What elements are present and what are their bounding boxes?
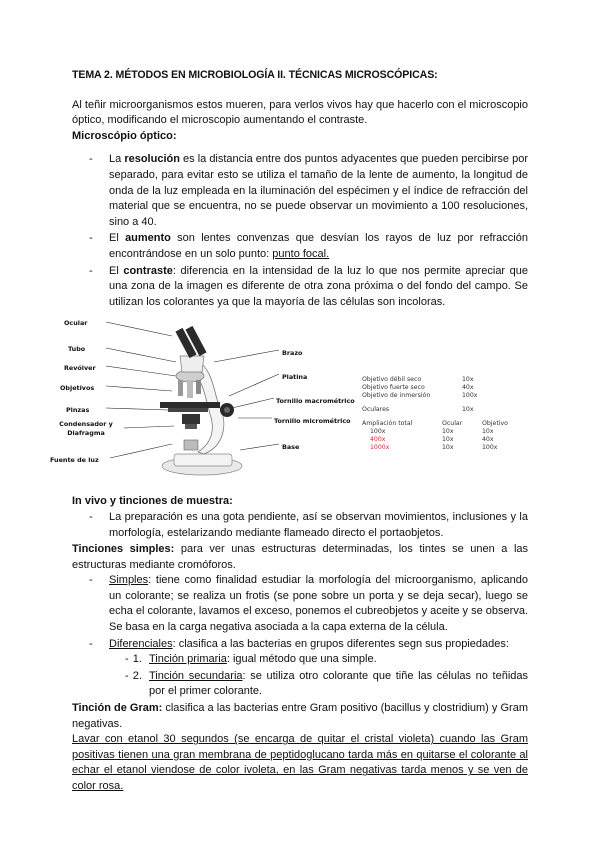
table-row: 100x 10x 10x xyxy=(370,428,494,436)
label-revolver: Revólver xyxy=(64,364,96,373)
table-row: Objetivo fuerte seco 40x xyxy=(362,384,474,392)
list-item: - Diferenciales: clasifica a las bacterias en grupos diferentes segn sus propiedades: - 1. Tinción primaria: igual método que una simple. - 2. Tinción secundaria: se utiliza otro colorante que tiñe las células no teñidas por el primer colorante. xyxy=(109,637,528,700)
page-title: TEMA 2. MÉTODOS EN MICROBIOLOGÍA II. TÉCNICAS MICROSCÓPICAS: xyxy=(72,69,438,81)
label-objetivos: Objetivos xyxy=(60,384,95,393)
table-row: 1000x 10x 100x xyxy=(370,444,498,452)
differential-sublist xyxy=(109,652,528,700)
table-header-row: Ampliación total Ocular Objetivo xyxy=(362,420,508,428)
label-platina: Platina xyxy=(282,373,308,382)
magnification-table xyxy=(362,376,508,452)
label-ocular: Ocular xyxy=(64,319,88,328)
label-pinzas: Pinzas xyxy=(66,406,90,415)
gram-paragraph: Tinción de Gram: clasifica a las bacterias entre Gram positivo (bacillus y clostridium) y Gram negativas. xyxy=(72,702,528,730)
optical-heading: Microscópio óptico: xyxy=(72,129,177,142)
list-item: - La preparación es una gota pendiente, así se observan movimientos, inclusiones y la morfología, estelarizando mediante flameado directo el portaobjetos. xyxy=(109,510,528,541)
list-item: - 2. Tinción secundaria: se utiliza otro colorante que tiñe las células no teñidas por el primer colorante. xyxy=(145,669,528,700)
microscope-figure xyxy=(50,316,528,486)
optical-list xyxy=(72,152,528,310)
list-item: - La resolución es la distancia entre dos puntos adyacentes que pueden percibirse por separado, para evitar esto se utiliza el tamaño de la lente de aumento, la longitud de onda de la luz empleada en la iluminación del espécimen y el índice de refracción del material que se encuentra, no se puede observar un movimiento a 100 resoluciones, sino a 40. xyxy=(109,152,528,230)
table-row: Objetivo débil seco 10x xyxy=(362,376,474,384)
list-item: - Simples: tiene como finalidad estudiar la morfología del microorganismo, aplicando un colorante; se realiza un frotis (se pone sobre un porta y se deja secar), luego se echa el colorante, lavamos el exceso, ponemos el cubreobjetos y aceite y se observa. Se basa en la carga negativa asociada a la capa externa de la célula. xyxy=(109,573,528,635)
table-row: Objetivo de inmersión 100x xyxy=(362,392,478,400)
table-row: Oculares 10x xyxy=(362,406,474,414)
simple-list xyxy=(72,573,528,700)
label-condensador: Condensador y Diafragma xyxy=(59,420,113,438)
list-item: - El contraste: diferencia en la intensidad de la luz lo que nos permite apreciar que una zona de la imagen es diferente de otra zona próxima o del fondo del campo. Se utilizan los colorantes ya que la mayoría de las células son incoloras. xyxy=(109,264,528,311)
list-item: - El aumento son lentes convenzas que desvían los rayos de luz por refracción encontrándose en un solo punto: punto focal. xyxy=(109,231,528,262)
gram-note: Lavar con etanol 30 segundos (se encarga de quitar el cristal violeta) cuando las Gram positivas tienen una gran membrana de peptidoglucano tarda más en quitarse el colorante al echar el etanol viendose de color ivoleta, en las Gram negativas tarda menos y se ven de color rosa. xyxy=(72,733,528,792)
invivo-heading: In vivo y tinciones de muestra: xyxy=(72,495,233,508)
document-page xyxy=(50,68,529,795)
simple-paragraph: Tinciones simples: para ver unas estructuras determinadas, los tintes se unen a las estructuras mediante cromóforos. xyxy=(72,543,529,571)
label-tubo: Tubo xyxy=(68,345,86,354)
label-macrometrico: Tornillo macrométrico xyxy=(276,397,355,406)
label-base: Base xyxy=(282,443,300,452)
label-brazo: Brazo xyxy=(282,349,303,358)
label-micrometrico: Tornillo micrométrico xyxy=(274,417,351,426)
intro-paragraph: Al teñir microorganismos estos mueren, para verlos vivos hay que hacerlo con el microscopio óptico, modificando el microscopio aumentando el contraste. xyxy=(72,98,528,127)
label-fuente-luz: Fuente de luz xyxy=(50,456,99,465)
table-row: 400x 10x 40x xyxy=(370,436,494,444)
list-item: - 1. Tinción primaria: igual método que una simple. xyxy=(145,652,528,668)
invivo-list xyxy=(72,510,528,541)
